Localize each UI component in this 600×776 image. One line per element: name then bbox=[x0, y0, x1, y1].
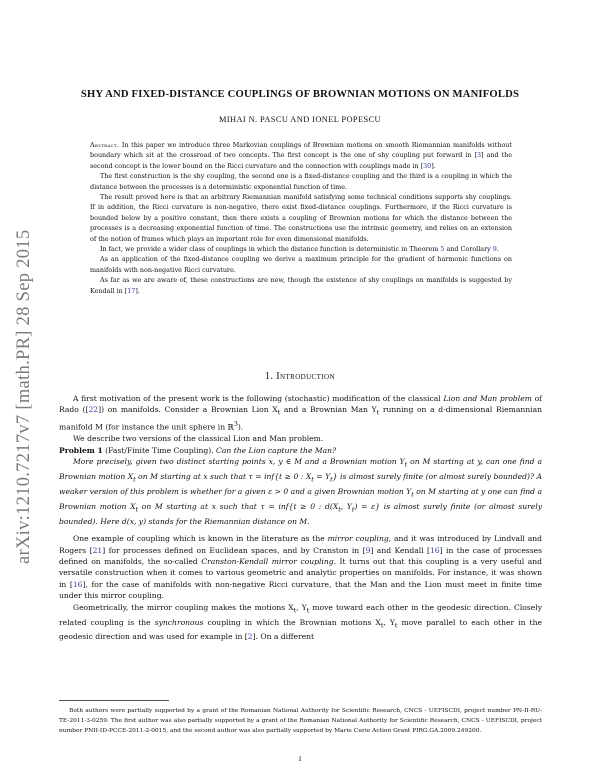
corollary-link[interactable]: 9 bbox=[492, 245, 497, 254]
abstract bbox=[90, 140, 512, 296]
citation-link[interactable]: 2 bbox=[247, 632, 253, 642]
paper-authors: MIHAI N. PASCU AND IONEL POPESCU bbox=[218, 115, 382, 124]
abstract-paragraph-4: In fact, we provide a wider class of couplings in which the distance function is deterministic in Theorem 5 and Corollary 9. bbox=[100, 245, 499, 254]
citation-link[interactable]: 3 bbox=[476, 151, 482, 160]
citation-link[interactable]: 22 bbox=[88, 405, 99, 415]
citation-link[interactable]: 16 bbox=[72, 579, 83, 589]
theorem-link[interactable]: 5 bbox=[440, 245, 445, 254]
problem-1: Problem 1 (Fast/Finite Time Coupling). Can the Lion capture the Man? bbox=[59, 445, 337, 455]
body-paragraph-1: A first motivation of the present work is the following (stochastic) modification of the classical Lion and Man problem of Rado ([22]) on manifolds. Consider a Brownian Lion $X_t$ and a Brownian Man $Y_t$ running on a d-dimensional Riemannian manifold M (for instance the unit sphere in ℝ$^3$). bbox=[59, 394, 542, 432]
paper-title: SHY AND FIXED-DISTANCE COUPLINGS OF BROWNIAN MOTIONS ON MANIFOLDS bbox=[80, 89, 520, 100]
problem-1-statement: More precisely, given two distinct starting points x, y ∈ M and a Brownian motion $Y_t$ on M starting at y, can one find a Brownian motion $X_t$ on M starting at x such that τ = inf{t ≥ 0 : $X_t = Y_t$} is almost surely finite (or almost surely bounded)? A weaker version of this problem is whether for a given ε > 0 and a given Brownian motion $Y_t$ on M starting at y one can find a Brownian motion $X_t$ on M starting at x such that τ = inf{t ≥ 0 : $d(X_t$, $Y_t) = \varepsilon$} is almost surely finite (or almost surely bounded). Here d(x, y) stands for the Riemannian distance on M. bbox=[59, 457, 542, 526]
citation-link[interactable]: 16 bbox=[429, 545, 440, 555]
body-paragraph-2: We describe two versions of the classical Lion and Man problem. bbox=[73, 434, 324, 444]
abstract-paragraph-1: Abstract. In this paper we introduce three Markovian couplings of Brownian motions on smooth Riemannian manifolds without boundary which sit at the crossroad of two concepts. The first concept is the one of shy coupling put forward in [3] and the second concept is the lower bound on the Ricci curvature and the connection with couplings made in [30]. bbox=[90, 141, 512, 170]
arxiv-identifier bbox=[1, 208, 43, 568]
citation-link[interactable]: 17 bbox=[127, 286, 136, 295]
arxiv-identifier-text: arXiv:1210.7217v7 [math.PR] 28 Sep 2015 bbox=[14, 229, 34, 564]
footnote-text: Both authors were partially supported by a grant of the Romanian National Authority for Scientific Research, CNCS - UEFISCDI, project number PN-II-RU-TE-2011-3-0259. The first author was also partially supported by a grant of the Romanian National Authority for Scientific Research, CNCS - UEFISCDI, project number PNII-ID-PCCE-2011-2-0015, and the second author was also partially supported by Marie Curie Action Grant PIRG.GA.2009.249200. bbox=[59, 708, 542, 734]
section-heading bbox=[60, 371, 540, 382]
abstract-paragraph-5: As an application of the fixed-distance coupling we derive a maximum principle for the gradient of harmonic functions on manifolds with non-negative Ricci curvature. bbox=[90, 255, 512, 274]
citation-link[interactable]: 9 bbox=[365, 545, 371, 555]
problem-heading: Problem 1 bbox=[59, 445, 103, 455]
abstract-label: Abstract. bbox=[90, 141, 120, 149]
page-number: 1 bbox=[298, 754, 302, 763]
abstract-paragraph-6: As far as we are aware of, these constructions are new, though the existence of shy couplings on manifolds is suggested by Kendall in [17]. bbox=[90, 276, 512, 295]
body-paragraph-4: Geometrically, the mirror coupling makes the motions $X_t$, $Y_t$ move toward each other in the geodesic direction. Closely related coupling is the synchronous coupling in which the Brownian motions $X_t$, $Y_t$ move parallel to each other in the geodesic direction and was used for example in [2]. On a different bbox=[59, 602, 542, 642]
section-number: 1. bbox=[265, 371, 274, 382]
body-paragraph-3: One example of coupling which is known in the literature as the mirror coupling, and it was introduced by Lindvall and Rogers [21] for processes defined on Euclidean spaces, and by Cranston in [9] and Kendall [16] in the case of processes defined on manifolds, the so-called Cranston-Kendall mirror coupling. It turns out that this coupling is a very useful and versatile construction when it comes to various geometric and analytic properties on manifolds. For instance, it was shown in [16], for the case of manifolds with non-negative Ricci curvature, that the Man and the Lion must meet in finite time under this mirror coupling. bbox=[59, 534, 542, 601]
footnote bbox=[59, 707, 542, 736]
footnote-rule bbox=[59, 700, 169, 701]
abstract-paragraph-3: The result proved here is that an arbitrary Riemannian manifold satisfying some technical conditions supports shy couplings. If in addition, the Ricci curvature is non-negative, there exist fixed-distance couplings. Furthermore, if the Ricci curvature is bounded below by a positive constant, then there exists a coupling of Brownian motions for which the distance between the processes is a decreasing exponential function of time. The constructions use the intrinsic geometry, and relies on an extension of the notion of frames which plays an important role for even dimensional manifolds. bbox=[90, 193, 512, 243]
body-text bbox=[59, 393, 542, 643]
citation-link[interactable]: 30 bbox=[423, 161, 432, 170]
citation-link[interactable]: 21 bbox=[92, 545, 103, 555]
section-title: Introduction bbox=[276, 371, 335, 382]
abstract-paragraph-2: The first construction is the shy coupling, the second one is a fixed-distance coupling and the third is a coupling in which the distance between the processes is a deterministic exponential function of time. bbox=[90, 172, 512, 191]
